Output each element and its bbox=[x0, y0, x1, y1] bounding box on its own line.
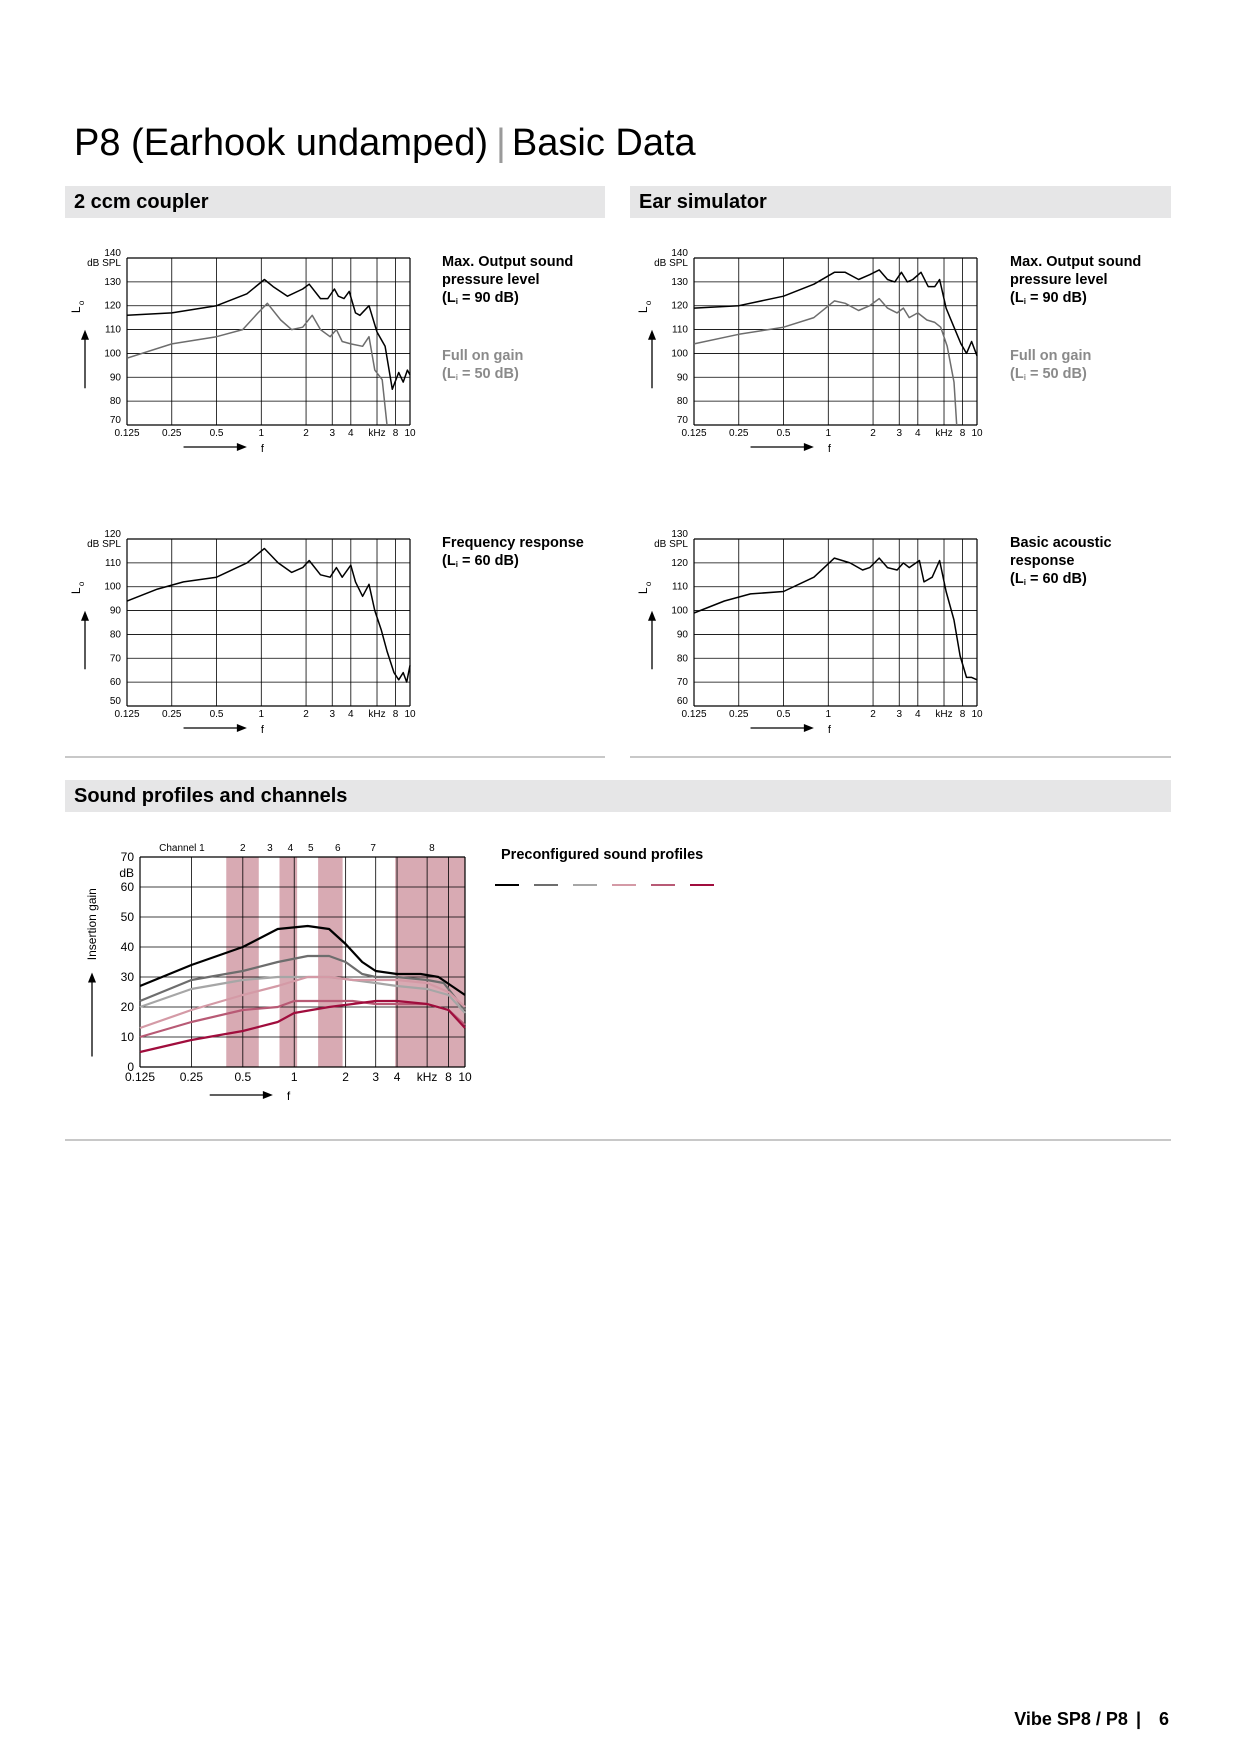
divider-rule bbox=[65, 1139, 1171, 1141]
page-title bbox=[74, 122, 696, 165]
arrow-head-icon bbox=[237, 724, 247, 732]
divider-rule bbox=[65, 756, 605, 758]
channel-label: 3 bbox=[267, 843, 273, 854]
x-tick-label: 0.5 bbox=[776, 709, 791, 720]
series-line bbox=[127, 280, 410, 390]
legend-line bbox=[651, 884, 675, 886]
footer-separator: | bbox=[1135, 1709, 1141, 1729]
x-tick-label: 4 bbox=[393, 1070, 401, 1084]
arrow-head-icon bbox=[648, 611, 656, 621]
x-tick-label: 3 bbox=[372, 1070, 380, 1084]
section-title-profiles: Sound profiles and channels bbox=[74, 785, 348, 807]
y-tick-label: 0 bbox=[127, 1060, 134, 1074]
y-tick-label: 110 bbox=[672, 324, 688, 336]
y-tick-label: 70 bbox=[109, 653, 121, 665]
x-tick-label: 10 bbox=[971, 709, 983, 720]
legend-line bbox=[690, 884, 714, 886]
y-tick-label: 110 bbox=[672, 581, 688, 593]
section-header-ear-simulator bbox=[630, 186, 1171, 218]
x-tick-label: 0.125 bbox=[114, 428, 140, 439]
y-tick-label: 130 bbox=[671, 529, 688, 540]
y-tick-label: 140 bbox=[671, 248, 688, 259]
x-axis-symbol: f bbox=[260, 443, 264, 455]
y-tick-label: 70 bbox=[676, 677, 688, 689]
x-tick-label: 3 bbox=[896, 428, 903, 439]
y-tick-label: 100 bbox=[671, 348, 688, 360]
x-tick-label: 2 bbox=[303, 709, 309, 720]
title-sub: Basic Data bbox=[511, 122, 696, 164]
x-tick-label: 8 bbox=[959, 428, 966, 439]
y-tick-label: 80 bbox=[109, 629, 121, 641]
x-axis-symbol: f bbox=[827, 443, 831, 455]
y-tick-label: 80 bbox=[109, 396, 121, 408]
arrow-head-icon bbox=[263, 1091, 273, 1099]
x-tick-label: 1 bbox=[290, 1070, 298, 1084]
frequency-response-label: Frequency response ($L_i = 60$ dB) bbox=[442, 535, 584, 569]
divider-rule bbox=[630, 756, 1171, 758]
arrow-head-icon bbox=[804, 443, 814, 451]
channel-label: 7 bbox=[370, 843, 376, 854]
x-tick-label: 2 bbox=[870, 428, 876, 439]
max-output-label: Max. Output sound pressure level ($L_i = 90$ dB) bbox=[1010, 254, 1142, 306]
legend-line bbox=[573, 884, 597, 886]
y-tick-label: 120 bbox=[104, 300, 121, 312]
chart-coupler-frequency-response bbox=[55, 521, 445, 739]
x-tick-label: 0.25 bbox=[179, 1070, 204, 1084]
x-tick-label: 0.125 bbox=[124, 1070, 156, 1084]
x-tick-label: 0.5 bbox=[209, 709, 224, 720]
x-tick-label: 0.125 bbox=[681, 709, 707, 720]
series-line bbox=[694, 558, 977, 680]
y-tick-label: 110 bbox=[105, 324, 121, 336]
x-tick-label: 0.25 bbox=[729, 709, 749, 720]
channel-label: 8 bbox=[429, 843, 435, 854]
page-number: 6 bbox=[1158, 1709, 1169, 1729]
x-tick-label: kHz bbox=[368, 428, 386, 439]
unit-label: dB SPL bbox=[87, 539, 121, 550]
y-axis-symbol-subscript: o bbox=[644, 300, 653, 306]
series-line bbox=[127, 303, 387, 425]
y-axis-symbol-subscript: o bbox=[77, 300, 86, 306]
y-tick-label: 90 bbox=[109, 605, 121, 617]
chart-insertion-gain-profiles bbox=[70, 835, 490, 1115]
series-line bbox=[694, 299, 957, 425]
title-separator: | bbox=[496, 122, 506, 164]
x-axis-symbol: f bbox=[827, 724, 831, 736]
channel-label: 5 bbox=[307, 843, 314, 854]
x-tick-label: 8 bbox=[392, 428, 399, 439]
x-tick-label: 1 bbox=[258, 428, 265, 439]
y-tick-label: 10 bbox=[120, 1030, 134, 1044]
unit-label: dB SPL bbox=[654, 539, 688, 550]
section-title-ear-simulator: Ear simulator bbox=[639, 191, 767, 213]
x-tick-label: 4 bbox=[915, 428, 921, 439]
channel-band bbox=[318, 857, 342, 1067]
arrow-head-icon bbox=[81, 611, 89, 621]
x-tick-label: 1 bbox=[825, 709, 832, 720]
x-tick-label: 0.5 bbox=[776, 428, 791, 439]
x-tick-label: 4 bbox=[915, 709, 921, 720]
y-tick-label: 90 bbox=[676, 372, 688, 384]
y-tick-label: 40 bbox=[120, 940, 134, 954]
arrow-head-icon bbox=[237, 443, 247, 451]
x-tick-label: 0.25 bbox=[162, 428, 182, 439]
x-tick-label: 2 bbox=[342, 1070, 349, 1084]
y-tick-label: 90 bbox=[676, 629, 688, 641]
y-tick-label: 70 bbox=[120, 850, 134, 864]
section-header-coupler bbox=[65, 186, 605, 218]
chart-earsim-max-output bbox=[622, 240, 1012, 458]
y-tick-label: 120 bbox=[671, 557, 688, 569]
legend-line bbox=[612, 884, 636, 886]
section-header-profiles bbox=[65, 780, 1171, 812]
full-on-gain-label: Full on gain ($L_i = 50$ dB) bbox=[1010, 348, 1092, 382]
x-tick-label: 3 bbox=[896, 709, 903, 720]
max-output-label: Max. Output sound pressure level ($L_i = 90$ dB) bbox=[442, 254, 574, 306]
x-tick-label: 1 bbox=[258, 709, 265, 720]
x-tick-label: 10 bbox=[458, 1070, 472, 1084]
chart-earsim-basic-acoustic bbox=[622, 521, 1012, 739]
x-tick-label: 3 bbox=[329, 709, 336, 720]
y-axis-symbol: L bbox=[69, 306, 83, 314]
legend-line bbox=[534, 884, 558, 886]
x-tick-label: 4 bbox=[348, 428, 354, 439]
channel-label: 6 bbox=[335, 843, 341, 854]
arrow-head-icon bbox=[648, 330, 656, 340]
arrow-head-icon bbox=[81, 330, 89, 340]
x-tick-label: 0.5 bbox=[234, 1070, 252, 1084]
series-line bbox=[694, 270, 977, 356]
y-tick-label: 20 bbox=[120, 1000, 134, 1014]
y-tick-label: 70 bbox=[109, 415, 121, 426]
y-tick-label: 140 bbox=[104, 248, 121, 259]
legend-title: Preconfigured sound profiles bbox=[501, 847, 704, 863]
y-axis-symbol-subscript: o bbox=[77, 581, 86, 587]
y-tick-label: 80 bbox=[676, 653, 688, 665]
x-tick-label: kHz bbox=[368, 709, 386, 720]
unit-label: dB SPL bbox=[87, 258, 121, 269]
x-tick-label: kHz bbox=[416, 1070, 438, 1084]
x-tick-label: 3 bbox=[329, 428, 336, 439]
x-tick-label: 0.25 bbox=[162, 709, 182, 720]
y-tick-label: 130 bbox=[104, 276, 121, 288]
y-tick-label: 60 bbox=[109, 677, 121, 689]
x-tick-label: 0.5 bbox=[209, 428, 224, 439]
y-tick-label: 110 bbox=[105, 557, 121, 569]
channel-label: Channel 1 bbox=[159, 843, 205, 854]
x-tick-label: 8 bbox=[959, 709, 966, 720]
y-tick-label: 30 bbox=[120, 970, 134, 984]
x-tick-label: kHz bbox=[935, 709, 953, 720]
x-tick-label: 8 bbox=[392, 709, 399, 720]
y-tick-label: 90 bbox=[109, 372, 121, 384]
channel-label: 4 bbox=[287, 843, 294, 854]
y-axis-symbol-subscript: o bbox=[644, 581, 653, 587]
channel-band bbox=[395, 857, 465, 1067]
channel-label: 2 bbox=[240, 843, 246, 854]
x-tick-label: 2 bbox=[870, 709, 876, 720]
x-tick-label: 0.125 bbox=[114, 709, 140, 720]
series-line bbox=[127, 549, 410, 683]
y-tick-label: 120 bbox=[104, 529, 121, 540]
chart-coupler-max-output bbox=[55, 240, 445, 458]
unit-label: dB bbox=[119, 866, 134, 880]
y-tick-label: 60 bbox=[120, 880, 134, 894]
footer-product: Vibe SP8 / P8 bbox=[1014, 1709, 1128, 1729]
footer bbox=[1014, 1709, 1169, 1730]
y-tick-label: 120 bbox=[671, 300, 688, 312]
x-tick-label: 8 bbox=[445, 1070, 452, 1084]
title-main: P8 (Earhook undamped) bbox=[74, 122, 489, 164]
x-tick-label: kHz bbox=[935, 428, 953, 439]
y-axis-symbol: L bbox=[69, 587, 83, 595]
x-tick-label: 4 bbox=[348, 709, 354, 720]
x-tick-label: 0.25 bbox=[729, 428, 749, 439]
unit-label: dB SPL bbox=[654, 258, 688, 269]
y-tick-label: 100 bbox=[104, 581, 121, 593]
y-tick-label: 100 bbox=[671, 605, 688, 617]
y-axis-symbol: L bbox=[636, 587, 650, 595]
y-axis-label: Insertion gain bbox=[85, 888, 99, 961]
y-tick-label: 130 bbox=[671, 276, 688, 288]
basic-acoustic-response-label: Basic acoustic response ($L_i = 60$ dB) bbox=[1010, 535, 1112, 587]
x-axis-symbol: f bbox=[286, 1089, 291, 1103]
x-tick-label: 2 bbox=[303, 428, 309, 439]
y-tick-label: 50 bbox=[120, 910, 134, 924]
x-tick-label: 1 bbox=[825, 428, 832, 439]
section-title-coupler: 2 ccm coupler bbox=[74, 191, 209, 213]
x-axis-symbol: f bbox=[260, 724, 264, 736]
y-tick-label: 50 bbox=[109, 696, 121, 707]
full-on-gain-label: Full on gain ($L_i = 50$ dB) bbox=[442, 348, 524, 382]
arrow-head-icon bbox=[804, 724, 814, 732]
x-tick-label: 0.125 bbox=[681, 428, 707, 439]
x-tick-label: 10 bbox=[404, 428, 416, 439]
x-tick-label: 10 bbox=[404, 709, 416, 720]
x-tick-label: 10 bbox=[971, 428, 983, 439]
arrow-head-icon bbox=[88, 973, 96, 983]
y-axis-symbol: L bbox=[636, 306, 650, 314]
y-tick-label: 80 bbox=[676, 396, 688, 408]
legend-line bbox=[495, 884, 519, 886]
y-tick-label: 100 bbox=[104, 348, 121, 360]
y-tick-label: 60 bbox=[676, 696, 688, 707]
y-tick-label: 70 bbox=[676, 415, 688, 426]
